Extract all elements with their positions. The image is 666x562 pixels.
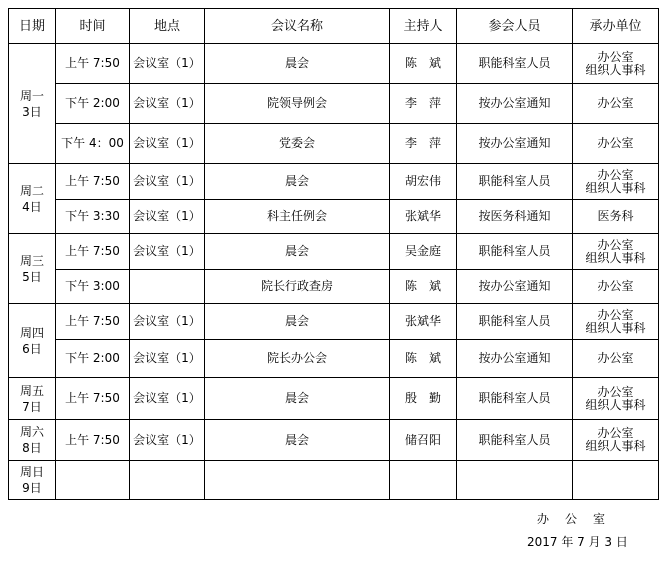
attendees-cell: 职能科室人员 bbox=[457, 234, 573, 270]
table-row bbox=[9, 234, 659, 270]
attendees-cell: 职能科室人员 bbox=[457, 304, 573, 340]
organizer-name: 组织人事科 bbox=[585, 62, 646, 77]
weekday-label: 周二 bbox=[19, 183, 44, 198]
table-row bbox=[9, 378, 659, 420]
organizer-name: 组织人事科 bbox=[585, 180, 646, 195]
table-row bbox=[9, 304, 659, 340]
meeting-name-cell: 晨会 bbox=[205, 304, 390, 340]
meeting-name-cell: 院领导例会 bbox=[205, 84, 390, 124]
date-label: 5日 bbox=[22, 269, 42, 284]
header-organizer: 承办单位 bbox=[573, 9, 659, 44]
header-time: 时间 bbox=[56, 9, 130, 44]
header-attendees: 参会人员 bbox=[457, 9, 573, 44]
date-label: 9日 bbox=[22, 481, 42, 495]
place-cell: 会议室（1） bbox=[130, 340, 205, 378]
time-cell bbox=[56, 461, 130, 500]
host-cell: 张斌华 bbox=[390, 304, 457, 340]
footer-date: 2017 年 7 月 3 日 bbox=[527, 535, 628, 549]
header-date: 日期 bbox=[9, 9, 56, 44]
organizer-name: 办公室 bbox=[597, 384, 634, 399]
attendees-cell: 按办公室通知 bbox=[457, 124, 573, 164]
weekday-label: 周四 bbox=[19, 325, 44, 340]
table-row bbox=[9, 44, 659, 84]
host-cell: 李 萍 bbox=[390, 124, 457, 164]
organizer-cell bbox=[573, 164, 659, 200]
attendees-cell: 按办公室通知 bbox=[457, 84, 573, 124]
time-cell: 下午 3:30 bbox=[56, 200, 130, 234]
day-cell bbox=[9, 304, 56, 378]
header-host: 主持人 bbox=[390, 9, 457, 44]
time-cell: 下午 2:00 bbox=[56, 340, 130, 378]
day-cell bbox=[9, 44, 56, 164]
time-cell: 上午 7:50 bbox=[56, 378, 130, 420]
table-row bbox=[9, 84, 659, 124]
host-cell: 陈 斌 bbox=[390, 270, 457, 304]
attendees-cell: 职能科室人员 bbox=[457, 164, 573, 200]
place-cell: 会议室（1） bbox=[130, 44, 205, 84]
schedule-sheet bbox=[8, 8, 659, 500]
attendees-cell: 职能科室人员 bbox=[457, 420, 573, 461]
table-row bbox=[9, 124, 659, 164]
header-meeting: 会议名称 bbox=[205, 9, 390, 44]
place-cell bbox=[130, 270, 205, 304]
meeting-name-cell: 党委会 bbox=[205, 124, 390, 164]
meeting-name-cell: 科主任例会 bbox=[205, 200, 390, 234]
organizer-cell bbox=[573, 461, 659, 500]
day-cell bbox=[9, 461, 56, 500]
table-row bbox=[9, 200, 659, 234]
attendees-cell: 按办公室通知 bbox=[457, 270, 573, 304]
host-cell: 储召阳 bbox=[390, 420, 457, 461]
place-cell: 会议室（1） bbox=[130, 124, 205, 164]
host-cell: 殷 勤 bbox=[390, 378, 457, 420]
attendees-cell: 按医务科通知 bbox=[457, 200, 573, 234]
date-label: 3日 bbox=[22, 104, 42, 119]
weekday-label: 周三 bbox=[19, 253, 44, 268]
table-row bbox=[9, 164, 659, 200]
meeting-name-cell bbox=[205, 461, 390, 500]
organizer-cell bbox=[573, 340, 659, 378]
weekday-label: 周五 bbox=[19, 383, 44, 398]
attendees-cell bbox=[457, 461, 573, 500]
organizer-cell bbox=[573, 44, 659, 84]
host-cell: 李 萍 bbox=[390, 84, 457, 124]
organizer-name: 办公室 bbox=[597, 351, 634, 365]
date-label: 6日 bbox=[22, 341, 42, 356]
organizer-cell bbox=[573, 124, 659, 164]
table-row bbox=[9, 270, 659, 304]
meeting-name-cell: 院长行政查房 bbox=[205, 270, 390, 304]
header-place: 地点 bbox=[130, 9, 205, 44]
attendees-cell: 按办公室通知 bbox=[457, 340, 573, 378]
day-cell bbox=[9, 420, 56, 461]
day-cell bbox=[9, 378, 56, 420]
meeting-name-cell: 院长办公会 bbox=[205, 340, 390, 378]
attendees-cell: 职能科室人员 bbox=[457, 44, 573, 84]
place-cell: 会议室（1） bbox=[130, 234, 205, 270]
day-cell bbox=[9, 164, 56, 234]
organizer-cell bbox=[573, 270, 659, 304]
organizer-name: 办公室 bbox=[597, 279, 634, 293]
attendees-cell: 职能科室人员 bbox=[457, 378, 573, 420]
organizer-name: 办公室 bbox=[597, 237, 634, 252]
date-label: 8日 bbox=[22, 441, 42, 455]
host-cell bbox=[390, 461, 457, 500]
organizer-cell bbox=[573, 378, 659, 420]
day-cell bbox=[9, 234, 56, 304]
meeting-name-cell: 晨会 bbox=[205, 44, 390, 84]
organizer-name: 组织人事科 bbox=[585, 320, 646, 335]
organizer-cell bbox=[573, 304, 659, 340]
organizer-name: 办公室 bbox=[597, 136, 634, 150]
organizer-name: 医务科 bbox=[597, 209, 634, 223]
host-cell: 陈 斌 bbox=[390, 44, 457, 84]
meeting-name-cell: 晨会 bbox=[205, 164, 390, 200]
organizer-cell bbox=[573, 200, 659, 234]
place-cell bbox=[130, 461, 205, 500]
organizer-name: 办公室 bbox=[597, 96, 634, 110]
schedule-body bbox=[9, 44, 659, 500]
organizer-name: 组织人事科 bbox=[585, 397, 646, 412]
host-cell: 胡宏伟 bbox=[390, 164, 457, 200]
place-cell: 会议室（1） bbox=[130, 378, 205, 420]
footer-office: 办 公 室 bbox=[537, 512, 608, 526]
host-cell: 张斌华 bbox=[390, 200, 457, 234]
organizer-cell bbox=[573, 420, 659, 461]
meeting-schedule-table bbox=[8, 8, 659, 500]
place-cell: 会议室（1） bbox=[130, 304, 205, 340]
weekday-label: 周六 bbox=[19, 425, 44, 439]
place-cell: 会议室（1） bbox=[130, 164, 205, 200]
place-cell: 会议室（1） bbox=[130, 84, 205, 124]
host-cell: 陈 斌 bbox=[390, 340, 457, 378]
time-cell: 下午 2:00 bbox=[56, 84, 130, 124]
organizer-cell bbox=[573, 234, 659, 270]
table-row bbox=[9, 420, 659, 461]
table-row bbox=[9, 340, 659, 378]
organizer-name: 办公室 bbox=[597, 167, 634, 182]
time-cell: 上午 7:50 bbox=[56, 44, 130, 84]
place-cell: 会议室（1） bbox=[130, 200, 205, 234]
place-cell: 会议室（1） bbox=[130, 420, 205, 461]
meeting-name-cell: 晨会 bbox=[205, 234, 390, 270]
time-cell: 上午 7:50 bbox=[56, 164, 130, 200]
date-label: 4日 bbox=[22, 199, 42, 214]
weekday-label: 周一 bbox=[19, 88, 44, 103]
organizer-name: 办公室 bbox=[597, 307, 634, 322]
time-cell: 下午 3:00 bbox=[56, 270, 130, 304]
host-cell: 吴金庭 bbox=[390, 234, 457, 270]
weekday-label: 周日 bbox=[19, 465, 44, 479]
meeting-name-cell: 晨会 bbox=[205, 420, 390, 461]
organizer-name: 办公室 bbox=[597, 49, 634, 64]
time-cell: 上午 7:50 bbox=[56, 304, 130, 340]
organizer-name: 组织人事科 bbox=[585, 439, 646, 453]
organizer-cell bbox=[573, 84, 659, 124]
time-cell: 上午 7:50 bbox=[56, 234, 130, 270]
meeting-name-cell: 晨会 bbox=[205, 378, 390, 420]
date-label: 7日 bbox=[22, 399, 42, 414]
table-row bbox=[9, 461, 659, 500]
time-cell: 下午 4：00 bbox=[56, 124, 130, 164]
organizer-name: 办公室 bbox=[597, 426, 634, 440]
time-cell: 上午 7:50 bbox=[56, 420, 130, 461]
organizer-name: 组织人事科 bbox=[585, 250, 646, 265]
header-row bbox=[9, 9, 659, 44]
